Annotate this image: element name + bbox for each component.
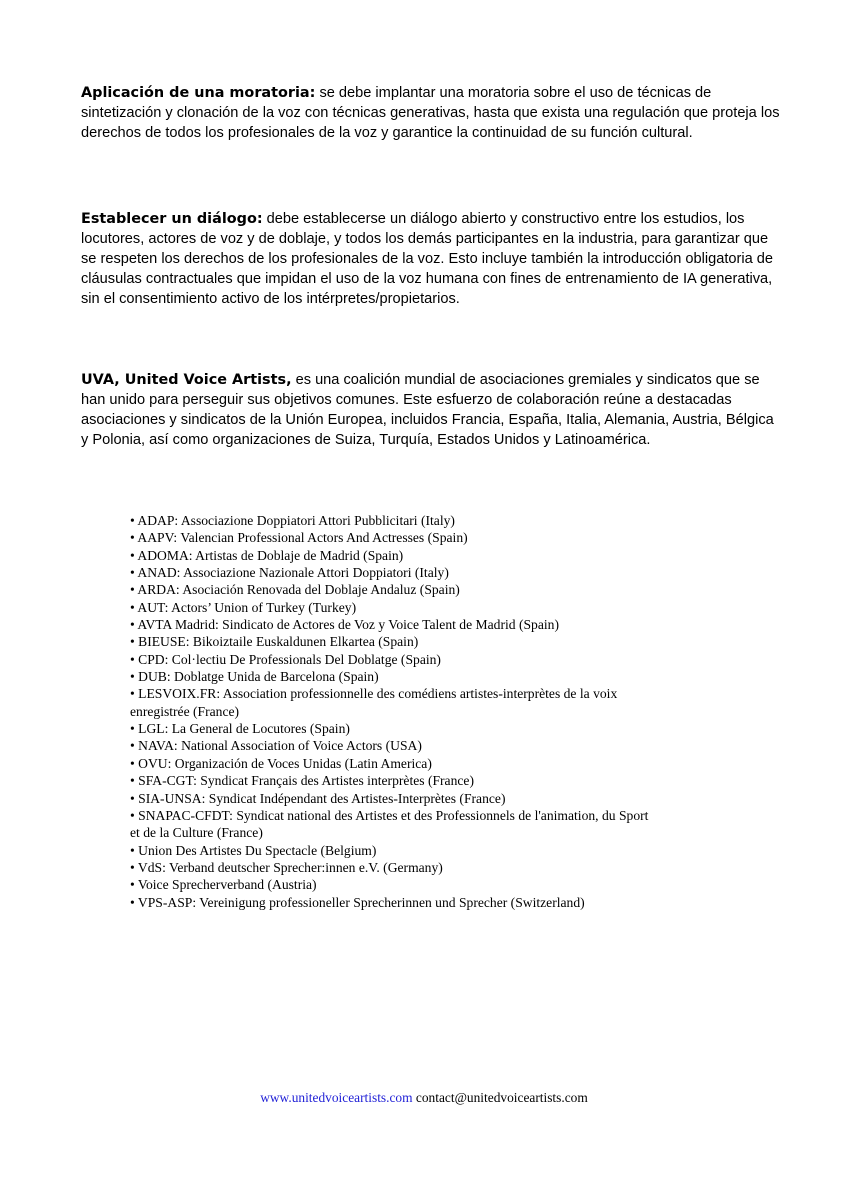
uva-text: es una coalición mundial de asociaciones gremiales y sindicatos que se han unido para perseguir sus objetivos comunes. Este esfuerzo de colaboración reúne a destacadas asociaciones y sindicatos de la Unión Europea, incluidos Francia, España, Italia, Alemania, Austria, Bélgica y Polonia, así como organizaciones de Suiza, Turquía, Estados Unidos y Latinoamérica. (81, 372, 774, 448)
list-item: • BIEUSE: Bikoiztaile Euskaldunen Elkartea (Spain) (130, 634, 419, 650)
list-item: • SFA-CGT: Syndicat Français des Artistes interprètes (France) (130, 773, 474, 789)
list-item: • ARDA: Asociación Renovada del Doblaje Andaluz (Spain) (130, 582, 460, 598)
contact-email[interactable]: contact@unitedvoiceartists.com (415, 1090, 588, 1105)
page-footer (0, 1089, 848, 1106)
list-item: • ADAP: Associazione Doppiatori Attori Pubblicitari (Italy) (130, 513, 455, 528)
dialogo-heading: Establecer un diálogo: (81, 211, 263, 227)
list-item: • CPD: Col·lectiu De Professionals Del Doblatge (Spain) (130, 651, 441, 667)
moratoria-paragraph (81, 83, 781, 143)
uva-heading: UVA, United Voice Artists, (81, 372, 292, 388)
moratoria-text: se debe implantar una moratoria sobre el uso de técnicas de sintetización y clonación de la voz con técnicas generativas, hasta que exista una regulación que proteja los derechos de todos los profesionales de la voz y garantice la continuidad de su función cultural. (81, 85, 780, 141)
list-item: • DUB: Doblatge Unida de Barcelona (Spain) (130, 669, 379, 685)
list-item: • ANAD: Associazione Nazionale Attori Doppiatori (Italy) (130, 565, 449, 581)
list-item: • NAVA: National Association of Voice Actors (USA) (130, 738, 422, 754)
list-item: • LESVOIX.FR: Association professionnelle des comédiens artistes-interprètes de la voix enregistrée (France) (130, 686, 618, 719)
website-link[interactable]: www.unitedvoiceartists.com (260, 1090, 413, 1105)
list-item: • AUT: Actors’ Union of Turkey (Turkey) (130, 599, 357, 615)
moratoria-heading: Aplicación de una moratoria: (81, 85, 316, 101)
list-item: • AAPV: Valencian Professional Actors And Actresses (Spain) (130, 530, 468, 546)
list-item: • VdS: Verband deutscher Sprecher:innen e.V. (Germany) (130, 859, 443, 875)
list-item: • SIA-UNSA: Syndicat Indépendant des Artistes-Interprètes (France) (130, 790, 506, 806)
list-item: • SNAPAC-CFDT: Syndicat national des Artistes et des Professionnels de l'animation, du Sport et de la Culture (France) (130, 807, 649, 841)
member-list (130, 512, 660, 911)
list-item: • OVU: Organización de Voces Unidas (Latin America) (130, 755, 432, 771)
list-item: • LGL: La General de Locutores (Spain) (130, 721, 350, 737)
list-item: • Voice Sprecherverband (Austria) (130, 877, 317, 893)
dialogo-paragraph (81, 209, 781, 309)
uva-paragraph (81, 370, 781, 450)
list-item: • ADOMA: Artistas de Doblaje de Madrid (Spain) (130, 547, 404, 563)
list-item: • AVTA Madrid: Sindicato de Actores de Voz y Voice Talent de Madrid (Spain) (130, 617, 559, 633)
list-item: • Union Des Artistes Du Spectacle (Belgium) (130, 842, 377, 858)
dialogo-text: debe establecerse un diálogo abierto y constructivo entre los estudios, los locutores, actores de voz y de doblaje, y todos los demás participantes en la industria, para garantizar que se respeten los derechos de los profesionales de la voz. Esto incluye también la introducción obligatoria de cláusulas contractuales que impidan el uso de la voz humana con fines de entrenamiento de IA generativa, sin el consentimiento activo de los intérpretes/propietarios. (81, 211, 773, 307)
list-item: • VPS-ASP: Vereinigung professioneller Sprecherinnen und Sprecher (Switzerland) (130, 894, 585, 910)
